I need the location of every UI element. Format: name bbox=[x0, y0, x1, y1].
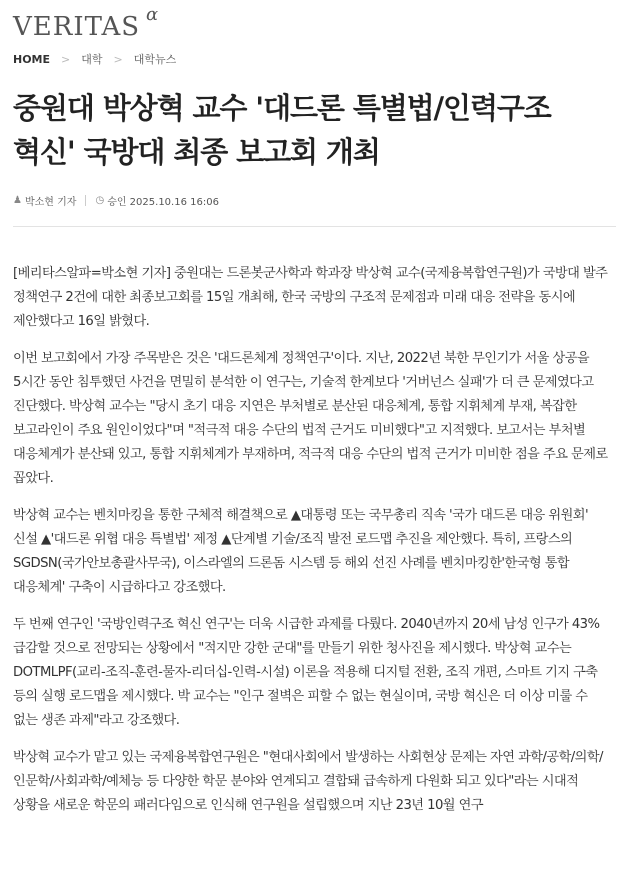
article-paragraph: 박상혁 교수는 벤치마킹을 통한 구체적 해결책으로 ▲대통령 또는 국무총리 직속 '국가 대드론 대응 위원회' 신설 ▲'대드론 위협 대응 특별법' 제정 ▲단계별 기술/조직 발전 로드맵 추진을 제안했다. 특히, 프랑스의 SGDSN(국가안보총괄사무국), 이스라엘의 드론돔 시스템 등 해외 선진 사례를 벤치마킹한'한국형 통합 대응체계' 구축이 시급하다고 강조했다. bbox=[13, 508, 589, 595]
article-paragraph: 이번 보고회에서 가장 주목받은 것은 '대드론체계 정책연구'이다. 지난, 2022년 북한 무인기가 서울 상공을 5시간 동안 침투했던 사건을 면밀히 분석한 이 연구는, 기술적 한계보다 '거버넌스 실패'가 더 큰 문제였다고 진단했다. 박상혁 교수는 "당시 초기 대응 지연은 부처별로 분산된 대응체계, 통합 지휘체계 부재, 복잡한 보고라인이 주요 원인이었다"며 "적극적 대응 수단의 법적 근거도 미비했다"고 지적했다. 보고서는 부처별 대응체계가 분산돼 있고, 통합 지휘체계가 부재하며, 적극적 대응 수단의 법적 근거가 미비한 점을 주요 문제로 꼽았다. bbox=[13, 351, 608, 486]
person-icon: ♟ bbox=[13, 195, 22, 206]
logo-alpha-symbol: α bbox=[146, 4, 159, 25]
article-approved-date: 승인 2025.10.16 16:06 bbox=[107, 197, 219, 208]
breadcrumb-home-link[interactable]: HOME bbox=[13, 52, 51, 66]
article-title bbox=[13, 86, 613, 174]
article-meta bbox=[13, 193, 219, 208]
chevron-right-icon: > bbox=[113, 52, 123, 66]
article-paragraph: 박상혁 교수가 맡고 있는 국제융복합연구원은 "현대사회에서 발생하는 사회현상 문제는 자연 과학/공학/의학/인문학/사회과학/예체능 등 다양한 학문 분야와 연계되고 결합돼 급속하게 다원화 되고 있다"라는 시대적 상황을 새로운 학문의 패러다임으로 인식해 연구원을 설립했으며 지난 23년 10월 연구 bbox=[13, 750, 603, 813]
breadcrumb bbox=[13, 51, 176, 67]
breadcrumb-item-university[interactable]: 대학 bbox=[81, 53, 103, 66]
article-title-line1: 중원대 박상혁 교수 '대드론 특별법/인력구조 bbox=[13, 91, 551, 125]
clock-icon: ◷ bbox=[95, 195, 105, 206]
article-body bbox=[13, 262, 615, 831]
site-logo[interactable] bbox=[13, 10, 140, 44]
chevron-right-icon: > bbox=[61, 52, 71, 66]
header-divider bbox=[13, 226, 616, 227]
breadcrumb-item-university-news[interactable]: 대학뉴스 bbox=[133, 53, 177, 66]
logo-text: VERITAS bbox=[13, 12, 141, 42]
article-paragraph: [베리타스알파=박소현 기자] 중원대는 드론봇군사학과 학과장 박상혁 교수(국제융복합연구원)가 국방대 발주 정책연구 2건에 대한 최종보고회를 15일 개최해, 한국 국방의 구조적 문제점과 미래 대응 전략을 동시에 제안했다고 16일 밝혔다. bbox=[13, 266, 608, 329]
article-title-line2: 혁신' 국방대 최종 보고회 개최 bbox=[13, 135, 380, 169]
article-paragraph: 두 번째 연구인 '국방인력구조 혁신 연구'는 더욱 시급한 과제를 다뤘다. 2040년까지 20세 남성 인구가 43% 급감할 것으로 전망되는 상황에서 "적지만 강한 군대"를 만들기 위한 청사진을 제시했다. 박상혁 교수는 DOTMLPF(교리-조직-훈련-물자-리더십-인력-시설) 이론을 적용해 디지털 전환, 조직 개편, 스마트 기지 구축 등의 실행 로드맵을 제시했다. 박 교수는 "인구 절벽은 피할 수 없는 현실이며, 국방 혁신은 더 이상 미룰 수 없는 생존 과제"라고 강조했다. bbox=[13, 617, 600, 728]
meta-divider bbox=[85, 195, 86, 206]
article-author[interactable]: 박소현 기자 bbox=[24, 197, 77, 208]
